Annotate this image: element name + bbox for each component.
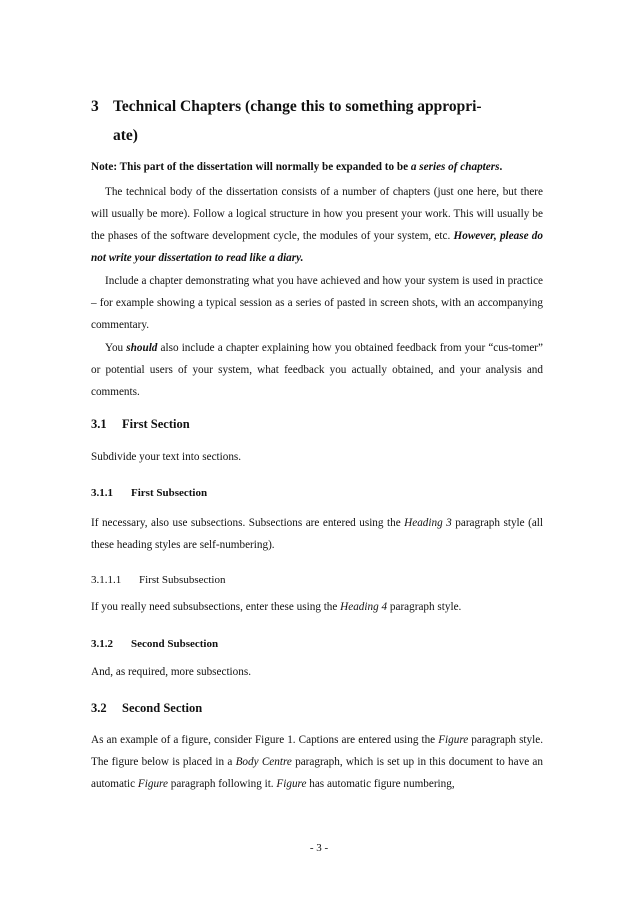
chapter-title-line1: Technical Chapters (change this to something appropri- <box>113 98 482 115</box>
s32-emphasis-4: Figure <box>276 778 307 790</box>
s32-emphasis-1: Figure <box>438 734 469 746</box>
chapter-number: 3 <box>91 98 99 115</box>
body-paragraph-3 <box>91 337 543 403</box>
body-paragraph-1 <box>91 181 543 269</box>
section-title: Second Section <box>122 701 203 715</box>
page-number: - 3 - <box>309 842 329 854</box>
section-title: First Section <box>122 417 190 431</box>
s32-text-4: paragraph following it. <box>167 778 277 790</box>
subsubsection-3-1-1-1-heading <box>91 574 225 586</box>
subsection-3-1-2-body: And, as required, more subsections. <box>91 666 252 678</box>
s32-text-1: As an example of a figure, consider Figure 1. Captions are entered using the <box>91 734 439 746</box>
para1-emphasis: However, please do not write your dissertation to read like a diary. <box>91 230 543 264</box>
body-paragraph-2: Include a chapter demonstrating what you have achieved and how your system is used in practice – for example showing a typical session as a series of pasted in screen shots, with an accompanying commentary. <box>91 275 543 331</box>
chapter-title-line2: ate) <box>113 127 138 144</box>
para3-after: also include a chapter explaining how you obtained feedback from your “cus-tomer” or potential users of your system, what feedback you actually obtained, and your analysis and comments. <box>91 342 543 398</box>
section-3-1-body: Subdivide your text into sections. <box>91 451 242 463</box>
para3-before: You <box>105 342 127 354</box>
note-paragraph <box>91 156 543 178</box>
chapter-heading <box>91 92 543 150</box>
s32-text-3: paragraph, which is set up in this document to have an automatic <box>91 756 543 790</box>
subsection-number: 3.1.1 <box>91 487 113 499</box>
s3111-text-b: paragraph style. <box>387 601 462 613</box>
s3111-text-a: If you really need subsubsections, enter these using the <box>91 601 341 613</box>
subsection-number: 3.1.2 <box>91 638 113 650</box>
section-3-2-heading <box>91 701 202 716</box>
subsection-3-1-2-heading <box>91 638 218 650</box>
section-number: 3.2 <box>91 701 107 715</box>
s311-emphasis: Heading 3 <box>404 517 452 529</box>
para1-text: The technical body of the dissertation consists of a number of chapters (just one here, but there will usually be more). Follow a logical structure in how you present your work. This will usually be the phases of the software development cycle, the modules of your system, etc. <box>91 186 543 242</box>
s32-emphasis-3: Figure <box>137 778 168 790</box>
subsection-title: Second Subsection <box>131 638 219 650</box>
s311-text-b: paragraph style (all these heading styles are self-numbering). <box>91 517 544 551</box>
s32-emphasis-2: Body Centre <box>235 756 292 768</box>
note-text: Note: This part of the dissertation will normally be expanded to be <box>91 161 411 173</box>
para3-emphasis: should <box>126 342 158 354</box>
subsection-3-1-1-body <box>91 512 543 556</box>
s32-text-2: paragraph style. The figure below is placed in a <box>91 734 543 768</box>
subsubsection-3-1-1-1-body <box>91 596 543 618</box>
section-3-1-heading <box>91 417 190 432</box>
s3111-emphasis: Heading 4 <box>340 601 388 613</box>
subsection-title: First Subsection <box>131 487 208 499</box>
section-number: 3.1 <box>91 417 107 431</box>
note-suffix: . <box>499 161 503 173</box>
s311-text-a: If necessary, also use subsections. Subsections are entered using the <box>91 517 405 529</box>
s32-text-5: has automatic figure numbering, <box>306 778 455 790</box>
section-3-2-body <box>91 729 543 795</box>
subsubsection-title: First Subsubsection <box>139 574 226 586</box>
subsubsection-number: 3.1.1.1 <box>91 574 122 586</box>
subsection-3-1-1-heading <box>91 487 207 499</box>
note-emphasis: a series of chapters <box>410 161 500 173</box>
